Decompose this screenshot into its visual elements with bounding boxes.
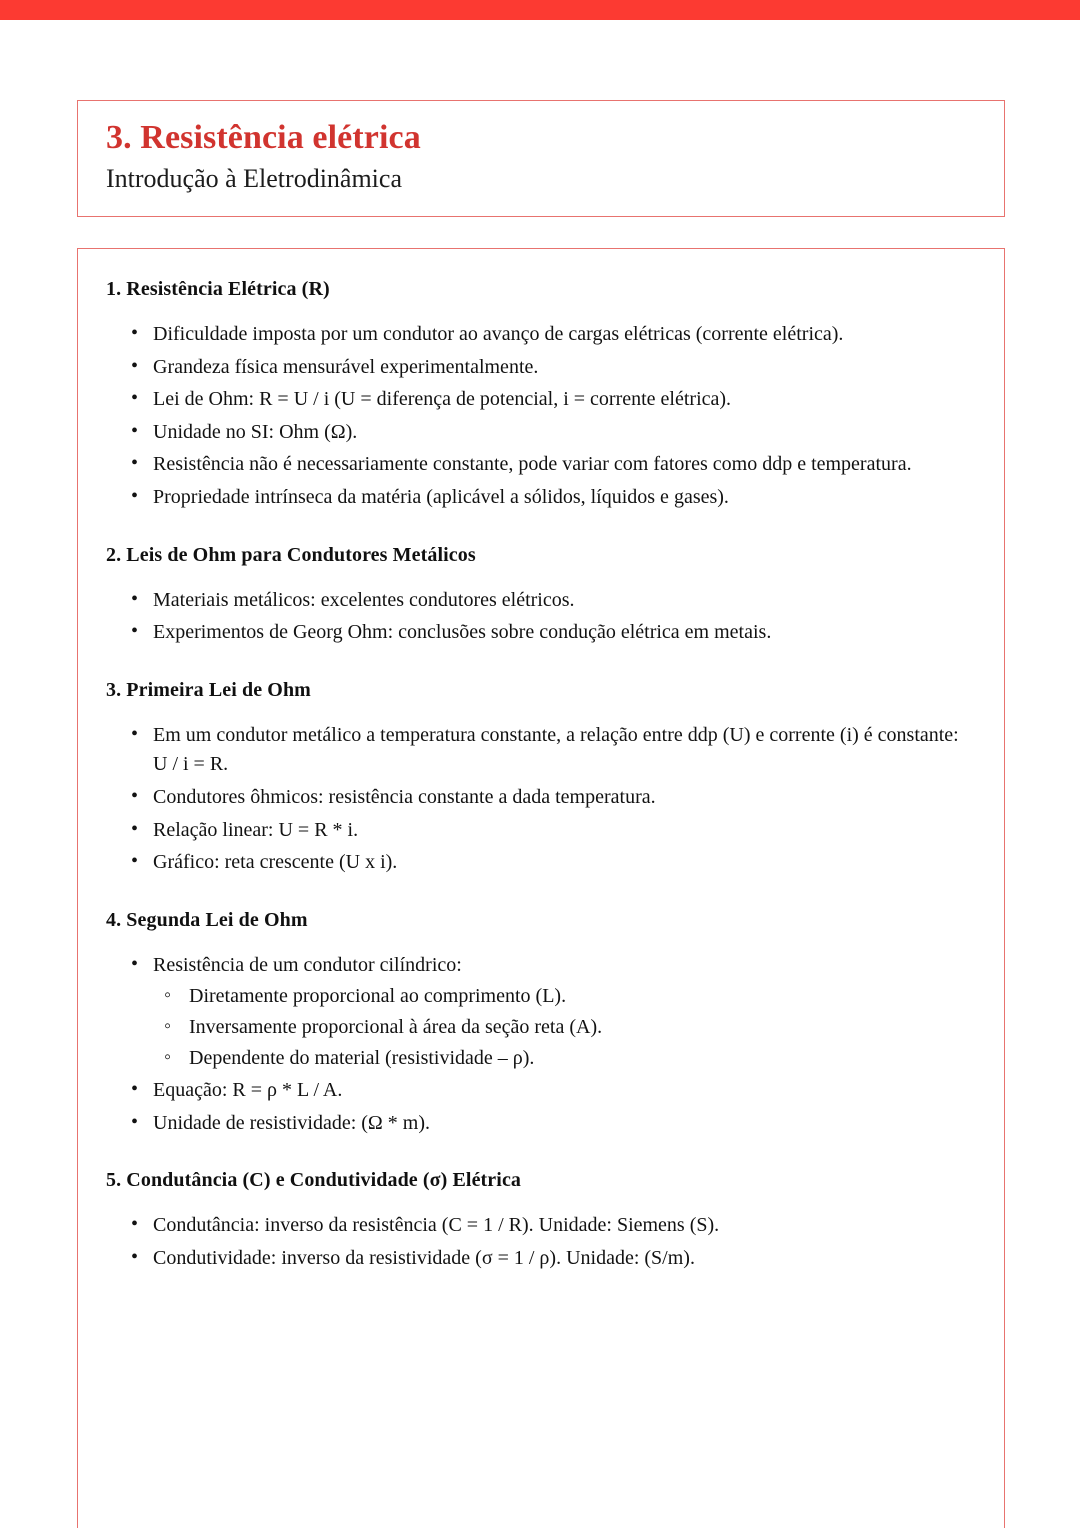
sub-list-item: ◦ Inversamente proporcional à área da seção reta (A). bbox=[153, 1013, 978, 1043]
list-item bbox=[106, 721, 978, 780]
list-item-text: Unidade no SI: Ohm (Ω). bbox=[153, 420, 358, 443]
list-item-text: Materiais metálicos: excelentes condutores elétricos. bbox=[153, 588, 575, 611]
list-item-text: Dificuldade imposta por um condutor ao avanço de cargas elétricas (corrente elétrica). bbox=[153, 323, 844, 345]
list-item-text: Condutância: inverso da resistência (C = 1 / R). Unidade: Siemens (S). bbox=[153, 1214, 720, 1237]
sub-bullet-list bbox=[153, 982, 978, 1073]
list-item-text: Grandeza física mensurável experimentalmente. bbox=[153, 355, 539, 378]
sub-list-item: ◦ Dependente do material (resistividade – ρ). bbox=[153, 1044, 978, 1074]
bullet-list bbox=[106, 721, 978, 878]
list-item-text: Relação linear: U = R * i. bbox=[153, 818, 359, 841]
list-item bbox=[106, 1109, 978, 1139]
list-item bbox=[106, 1076, 978, 1106]
list-item bbox=[106, 816, 978, 846]
list-item-text: Experimentos de Georg Ohm: conclusões sobre condução elétrica em metais. bbox=[153, 621, 772, 644]
content-section bbox=[106, 678, 978, 878]
content-section bbox=[106, 543, 978, 648]
list-item bbox=[106, 320, 978, 350]
list-item bbox=[106, 848, 978, 878]
list-item bbox=[106, 1244, 978, 1274]
list-item-text: Condutividade: inverso da resistividade (σ = 1 / ρ). Unidade: (S/m). bbox=[153, 1246, 695, 1269]
page-subtitle: Introdução à Eletrodinâmica bbox=[106, 164, 402, 194]
list-item bbox=[106, 586, 978, 616]
list-item-text: Gráfico: reta crescente (U x i). bbox=[153, 851, 398, 874]
list-item-text: Em um condutor metálico a temperatura constante, a relação entre ddp (U) e corrente (i) é constante: U / i = R. bbox=[153, 723, 959, 776]
list-item-text: Resistência não é necessariamente constante, pode variar com fatores como ddp e temperatura. bbox=[153, 453, 912, 476]
list-item bbox=[106, 1211, 978, 1241]
bullet-list bbox=[106, 320, 978, 513]
bullet-list bbox=[106, 951, 978, 1139]
list-item bbox=[106, 483, 978, 513]
content-card bbox=[77, 248, 1005, 1528]
list-item-text: Condutores ôhmicos: resistência constante a dada temperatura. bbox=[153, 785, 656, 808]
sub-list-item: ◦ Diretamente proporcional ao comprimento (L). bbox=[153, 982, 978, 1012]
list-item bbox=[106, 618, 978, 648]
list-item bbox=[106, 783, 978, 813]
list-item-text: Unidade de resistividade: (Ω * m). bbox=[153, 1111, 431, 1134]
sections-container bbox=[78, 249, 1004, 1273]
list-item-text: Propriedade intrínseca da matéria (aplicável a sólidos, líquidos e gases). bbox=[153, 485, 729, 508]
section-heading: 1. Resistência Elétrica (R) bbox=[106, 278, 330, 300]
list-item bbox=[106, 951, 978, 1073]
top-accent-bar bbox=[0, 0, 1080, 20]
section-heading: 4. Segunda Lei de Ohm bbox=[106, 908, 308, 931]
section-heading: 5. Condutância (C) e Condutividade (σ) Elétrica bbox=[106, 1169, 522, 1192]
content-section bbox=[106, 908, 978, 1139]
bullet-list bbox=[106, 1211, 978, 1273]
list-item bbox=[106, 385, 978, 415]
list-item-text: Equação: R = ρ * L / A. bbox=[153, 1079, 343, 1102]
list-item bbox=[106, 450, 978, 480]
title-card-inner bbox=[78, 101, 1004, 194]
list-item-text: Lei de Ohm: R = U / i (U = diferença de potencial, i = corrente elétrica). bbox=[153, 388, 732, 411]
title-card bbox=[77, 100, 1005, 217]
section-heading: 2. Leis de Ohm para Condutores Metálicos bbox=[106, 543, 476, 566]
content-section bbox=[106, 277, 978, 513]
content-section bbox=[106, 1168, 978, 1273]
list-item-text: Resistência de um condutor cilíndrico: bbox=[153, 953, 462, 976]
page-title: 3. Resistência elétrica bbox=[106, 119, 421, 156]
section-heading: 3. Primeira Lei de Ohm bbox=[106, 678, 311, 701]
list-item bbox=[106, 353, 978, 383]
bullet-list bbox=[106, 586, 978, 648]
list-item bbox=[106, 418, 978, 448]
